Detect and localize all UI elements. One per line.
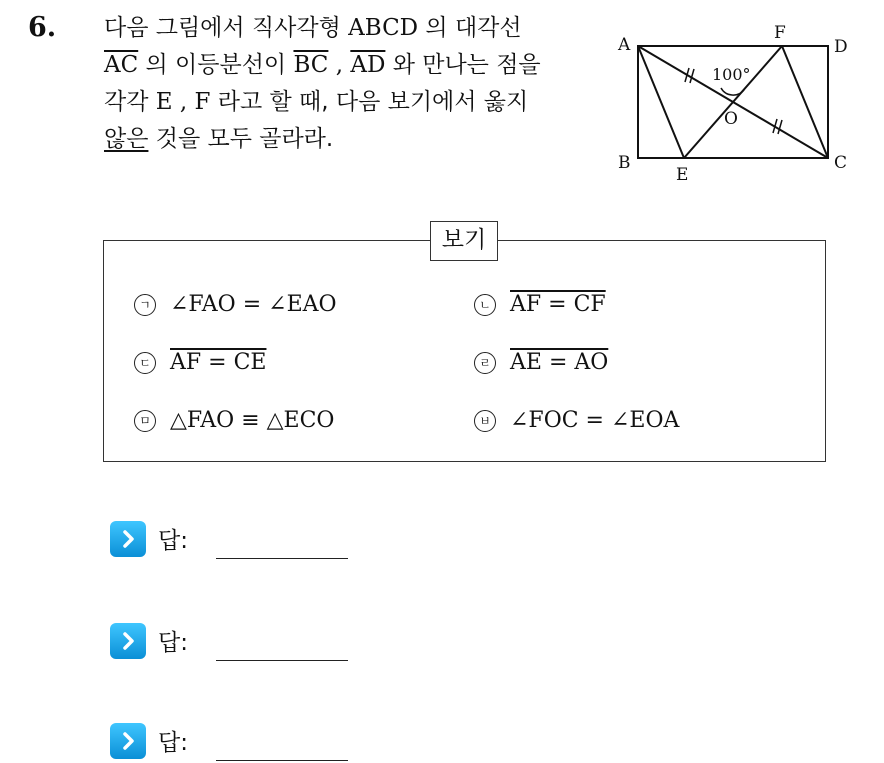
answer-blank[interactable] (216, 736, 348, 761)
label-e: E (676, 165, 689, 185)
option-mark: ㄴ (474, 294, 496, 316)
question-line-1: 다음 그림에서 직사각형 ABCD 의 대각선 (104, 15, 522, 41)
option-mark: ㅂ (474, 410, 496, 432)
answer-blank[interactable] (216, 636, 348, 661)
question-text (104, 10, 590, 158)
option-text: ∠FAO = ∠EAO (170, 292, 337, 317)
label-d: D (834, 37, 848, 57)
answer-label: 답: (158, 630, 188, 656)
answer-label: 답: (158, 528, 188, 554)
chevron-right-icon (110, 623, 146, 659)
label-o: O (724, 109, 738, 129)
option-mark: ㄷ (134, 352, 156, 374)
option-text: △FAO ≡ △ECO (170, 408, 335, 433)
label-c: C (834, 153, 848, 173)
answer-row-2 (110, 620, 348, 661)
option-text: AF = CF (510, 292, 606, 317)
option-5 (134, 408, 334, 433)
option-text: ∠FOC = ∠EOA (510, 408, 680, 433)
chevron-right-icon (110, 521, 146, 557)
option-mark: ㅁ (134, 410, 156, 432)
bisector-ef (684, 46, 782, 158)
question-line-2: $\overline{AC}$ 의 이등분선이 $\overline{BC}$ , $\overline{AD}$ 와 만나는 점을 (104, 52, 541, 78)
option-2 (474, 292, 606, 317)
question-number: 6. (28, 12, 57, 43)
answer-row-3 (110, 720, 348, 761)
option-text: AE = AO (510, 350, 609, 375)
option-6 (474, 408, 679, 433)
question-line-4: 않은 것을 모두 골라라. (104, 126, 334, 152)
option-3 (134, 350, 266, 375)
segment-bc: $\overline{BC}$ (293, 52, 329, 78)
option-mark: ㄹ (474, 352, 496, 374)
segment-ad: $\overline{AD}$ (350, 52, 386, 78)
question-line-3: 각각 E , F 라고 할 때, 다음 보기에서 옳지 (104, 89, 529, 115)
chevron-right-icon (110, 723, 146, 759)
option-text: AF = CE (170, 350, 267, 375)
emphasis-not: 않은 (104, 126, 149, 152)
segment-ae (638, 46, 684, 158)
option-4 (474, 350, 608, 375)
angle-label: 100° (712, 65, 751, 84)
answer-label: 답: (158, 730, 188, 756)
rectangle-figure (612, 20, 858, 188)
option-1 (134, 292, 337, 317)
label-a: A (618, 35, 631, 55)
segment-ac: $\overline{AC}$ (104, 52, 139, 78)
tick-mark-oc-2 (778, 120, 782, 134)
option-mark: ㄱ (134, 294, 156, 316)
answer-blank[interactable] (216, 534, 348, 559)
bogi-title: 보기 (430, 221, 498, 261)
label-f: F (774, 23, 786, 43)
segment-fc (782, 46, 828, 158)
label-b: B (618, 153, 631, 173)
answer-row-1 (110, 518, 348, 559)
